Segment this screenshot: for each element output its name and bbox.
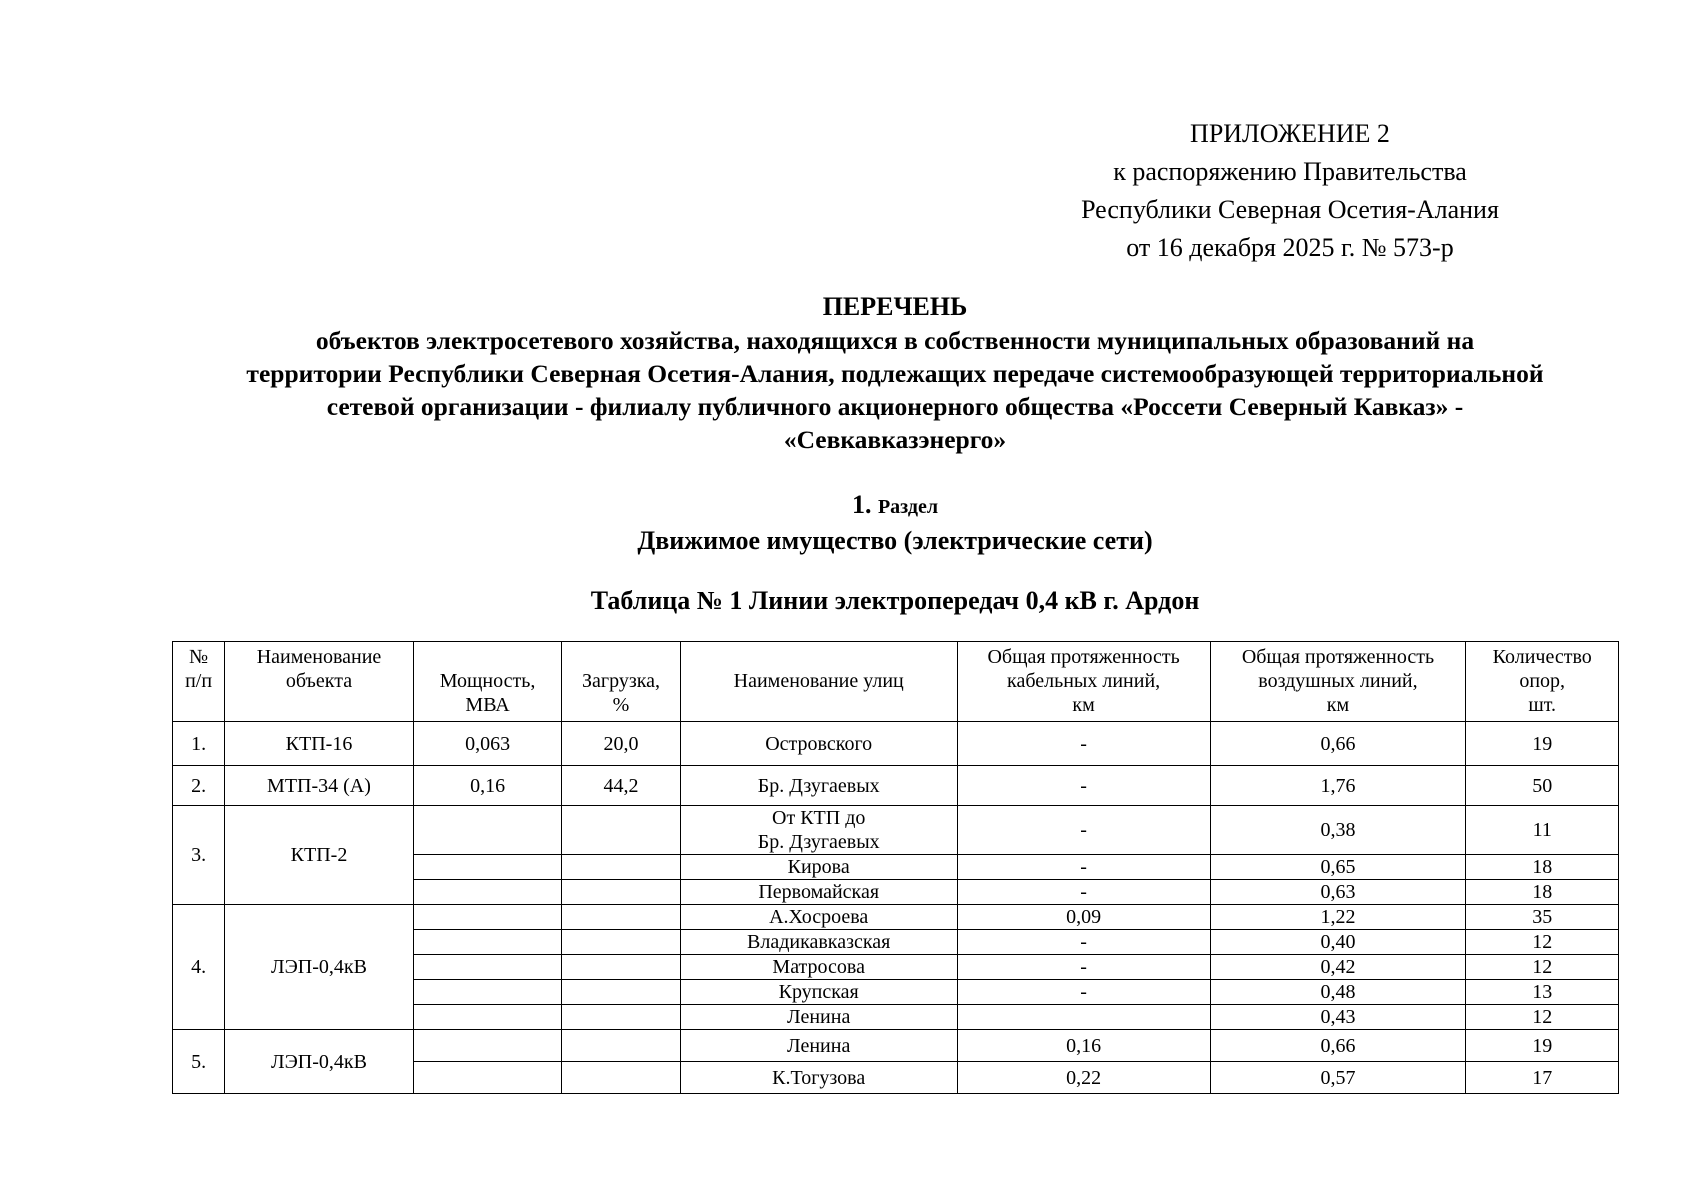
cell-load xyxy=(562,955,680,980)
cell-number: 3. xyxy=(173,806,225,905)
cell-load xyxy=(562,1062,680,1094)
cell-poles: 12 xyxy=(1466,930,1619,955)
cell-poles: 17 xyxy=(1466,1062,1619,1094)
cell-cable-length: - xyxy=(957,930,1210,955)
table-row xyxy=(173,806,1619,855)
cell-street: А.Хосроева xyxy=(680,905,957,930)
appendix-date: от 16 декабря 2025 г. № 573-р xyxy=(1126,233,1454,262)
cell-cable-length: 0,09 xyxy=(957,905,1210,930)
cell-load: 20,0 xyxy=(562,722,680,766)
header-text: км xyxy=(1326,694,1350,716)
cell-street: Островского xyxy=(680,722,957,766)
cell-power xyxy=(413,905,562,930)
cell-air-length: 0,66 xyxy=(1210,1030,1466,1062)
cell-power xyxy=(413,955,562,980)
cell-object: КТП-16 xyxy=(225,722,414,766)
table-row xyxy=(173,766,1619,806)
cell-object: КТП-2 xyxy=(225,806,414,905)
cell-load xyxy=(562,1030,680,1062)
cell-cable-length: - xyxy=(957,955,1210,980)
cell-load xyxy=(562,930,680,955)
cell-cable-length: - xyxy=(957,766,1210,806)
cell-air-length: 0,63 xyxy=(1210,880,1466,905)
title-line-4: «Севкавказэнерго» xyxy=(783,425,1007,454)
cell-air-length: 1,76 xyxy=(1210,766,1466,806)
cell-object: ЛЭП-0,4кВ xyxy=(225,905,414,1030)
cell-air-length: 0,40 xyxy=(1210,930,1466,955)
cell-poles: 12 xyxy=(1466,955,1619,980)
section-number: 1. xyxy=(851,490,872,519)
header-text: № xyxy=(189,646,209,668)
header-text: км xyxy=(1072,694,1095,716)
cell-air-length: 0,65 xyxy=(1210,855,1466,880)
cell-object: ЛЭП-0,4кВ xyxy=(225,1030,414,1094)
cell-cable-length: - xyxy=(957,880,1210,905)
table-title: Таблица № 1 Линии электропередач 0,4 кВ г. Ардон xyxy=(590,586,1200,615)
cell-street: Ленина xyxy=(680,1030,957,1062)
cell-street: Кирова xyxy=(680,855,957,880)
cell-load xyxy=(562,980,680,1005)
title-line-3: сетевой организации - филиалу публичного акционерного общества «Россети Северный Кавказ» - xyxy=(326,392,1464,421)
section-name: Движимое имущество (электрические сети) xyxy=(637,526,1153,555)
cell-air-length: 0,42 xyxy=(1210,955,1466,980)
cell-poles: 19 xyxy=(1466,1030,1619,1062)
cell-street: Бр. Дзугаевых xyxy=(680,766,957,806)
title-line-1: объектов электросетевого хозяйства, находящихся в собственности муниципальных образований на xyxy=(315,326,1475,355)
table-header-row xyxy=(173,642,1619,722)
appendix-republic: Республики Северная Осетия-Алания xyxy=(1081,195,1499,224)
header-number xyxy=(173,642,225,722)
cell-air-length: 0,66 xyxy=(1210,722,1466,766)
cell-street: Матросова xyxy=(680,955,957,980)
header-object xyxy=(225,642,414,722)
cell-air-length: 1,22 xyxy=(1210,905,1466,930)
cell-load xyxy=(562,880,680,905)
header-streets xyxy=(680,642,957,722)
header-air-length xyxy=(1210,642,1466,722)
header-text: Количество xyxy=(1492,646,1592,668)
cell-load xyxy=(562,855,680,880)
cell-street: Крупская xyxy=(680,980,957,1005)
cell-load xyxy=(562,806,680,855)
cell-cable-length: - xyxy=(957,722,1210,766)
cell-load xyxy=(562,905,680,930)
cell-cable-length: 0,16 xyxy=(957,1030,1210,1062)
header-text: шт. xyxy=(1528,694,1557,716)
title-line-2: территории Республики Северная Осетия-Алания, подлежащих передаче системообразующей территориальной xyxy=(246,359,1544,388)
table-row xyxy=(173,905,1619,930)
cell-number: 4. xyxy=(173,905,225,1030)
cell-poles: 50 xyxy=(1466,766,1619,806)
cell-poles: 35 xyxy=(1466,905,1619,930)
cell-poles: 19 xyxy=(1466,722,1619,766)
header-text: Наименование улиц xyxy=(733,670,904,692)
header-cable-length xyxy=(957,642,1210,722)
cell-air-length: 0,48 xyxy=(1210,980,1466,1005)
cell-cable-length xyxy=(957,1005,1210,1030)
cell-street: Ленина xyxy=(680,1005,957,1030)
header-text: опор, xyxy=(1519,670,1566,692)
cell-cable-length: - xyxy=(957,980,1210,1005)
header-text: п/п xyxy=(185,670,213,692)
cell-poles: 12 xyxy=(1466,1005,1619,1030)
power-lines-table xyxy=(172,641,1619,1094)
table-row xyxy=(173,1030,1619,1062)
cell-air-length: 0,43 xyxy=(1210,1005,1466,1030)
cell-cable-length: - xyxy=(957,855,1210,880)
header-text: Мощность, xyxy=(439,670,536,692)
cell-power xyxy=(413,930,562,955)
table-row xyxy=(173,722,1619,766)
cell-poles: 13 xyxy=(1466,980,1619,1005)
cell-power: 0,063 xyxy=(413,722,562,766)
title-main: ПЕРЕЧЕНЬ xyxy=(822,292,968,321)
header-poles xyxy=(1466,642,1619,722)
cell-power xyxy=(413,1062,562,1094)
cell-number: 1. xyxy=(173,722,225,766)
header-text: Общая протяженность xyxy=(987,646,1180,668)
cell-power: 0,16 xyxy=(413,766,562,806)
cell-air-length: 0,38 xyxy=(1210,806,1466,855)
document-title xyxy=(160,290,1630,456)
cell-street: Первомайская xyxy=(680,880,957,905)
header-text: % xyxy=(612,694,630,716)
header-text: МВА xyxy=(465,694,510,716)
cell-cable-length: - xyxy=(957,806,1210,855)
cell-number: 5. xyxy=(173,1030,225,1094)
header-text: Наименование xyxy=(256,646,382,668)
cell-street: От КТП до Бр. Дзугаевых xyxy=(680,806,957,855)
cell-cable-length: 0,22 xyxy=(957,1062,1210,1094)
cell-power xyxy=(413,1030,562,1062)
cell-power xyxy=(413,855,562,880)
header-text: Загрузка, xyxy=(582,670,661,692)
section-label: Раздел xyxy=(877,496,939,518)
cell-load xyxy=(562,1005,680,1030)
header-text: объекта xyxy=(285,670,353,692)
cell-poles: 18 xyxy=(1466,855,1619,880)
cell-power xyxy=(413,980,562,1005)
header-text: воздушных линий, xyxy=(1258,670,1418,692)
cell-poles: 11 xyxy=(1466,806,1619,855)
appendix-order-ref: к распоряжению Правительства xyxy=(1113,157,1467,186)
cell-power xyxy=(413,880,562,905)
header-power xyxy=(413,642,562,722)
cell-power xyxy=(413,806,562,855)
appendix-number: ПРИЛОЖЕНИЕ 2 xyxy=(1190,119,1390,148)
header-load xyxy=(562,642,680,722)
cell-load: 44,2 xyxy=(562,766,680,806)
cell-poles: 18 xyxy=(1466,880,1619,905)
appendix-header xyxy=(1060,115,1520,267)
header-text: кабельных линий, xyxy=(1007,670,1161,692)
cell-power xyxy=(413,1005,562,1030)
cell-street: Владикавказская xyxy=(680,930,957,955)
section-heading xyxy=(160,488,1630,558)
cell-air-length: 0,57 xyxy=(1210,1062,1466,1094)
header-text: Общая протяженность xyxy=(1241,646,1435,668)
cell-number: 2. xyxy=(173,766,225,806)
cell-street: К.Тогузова xyxy=(680,1062,957,1094)
cell-object: МТП-34 (А) xyxy=(225,766,414,806)
